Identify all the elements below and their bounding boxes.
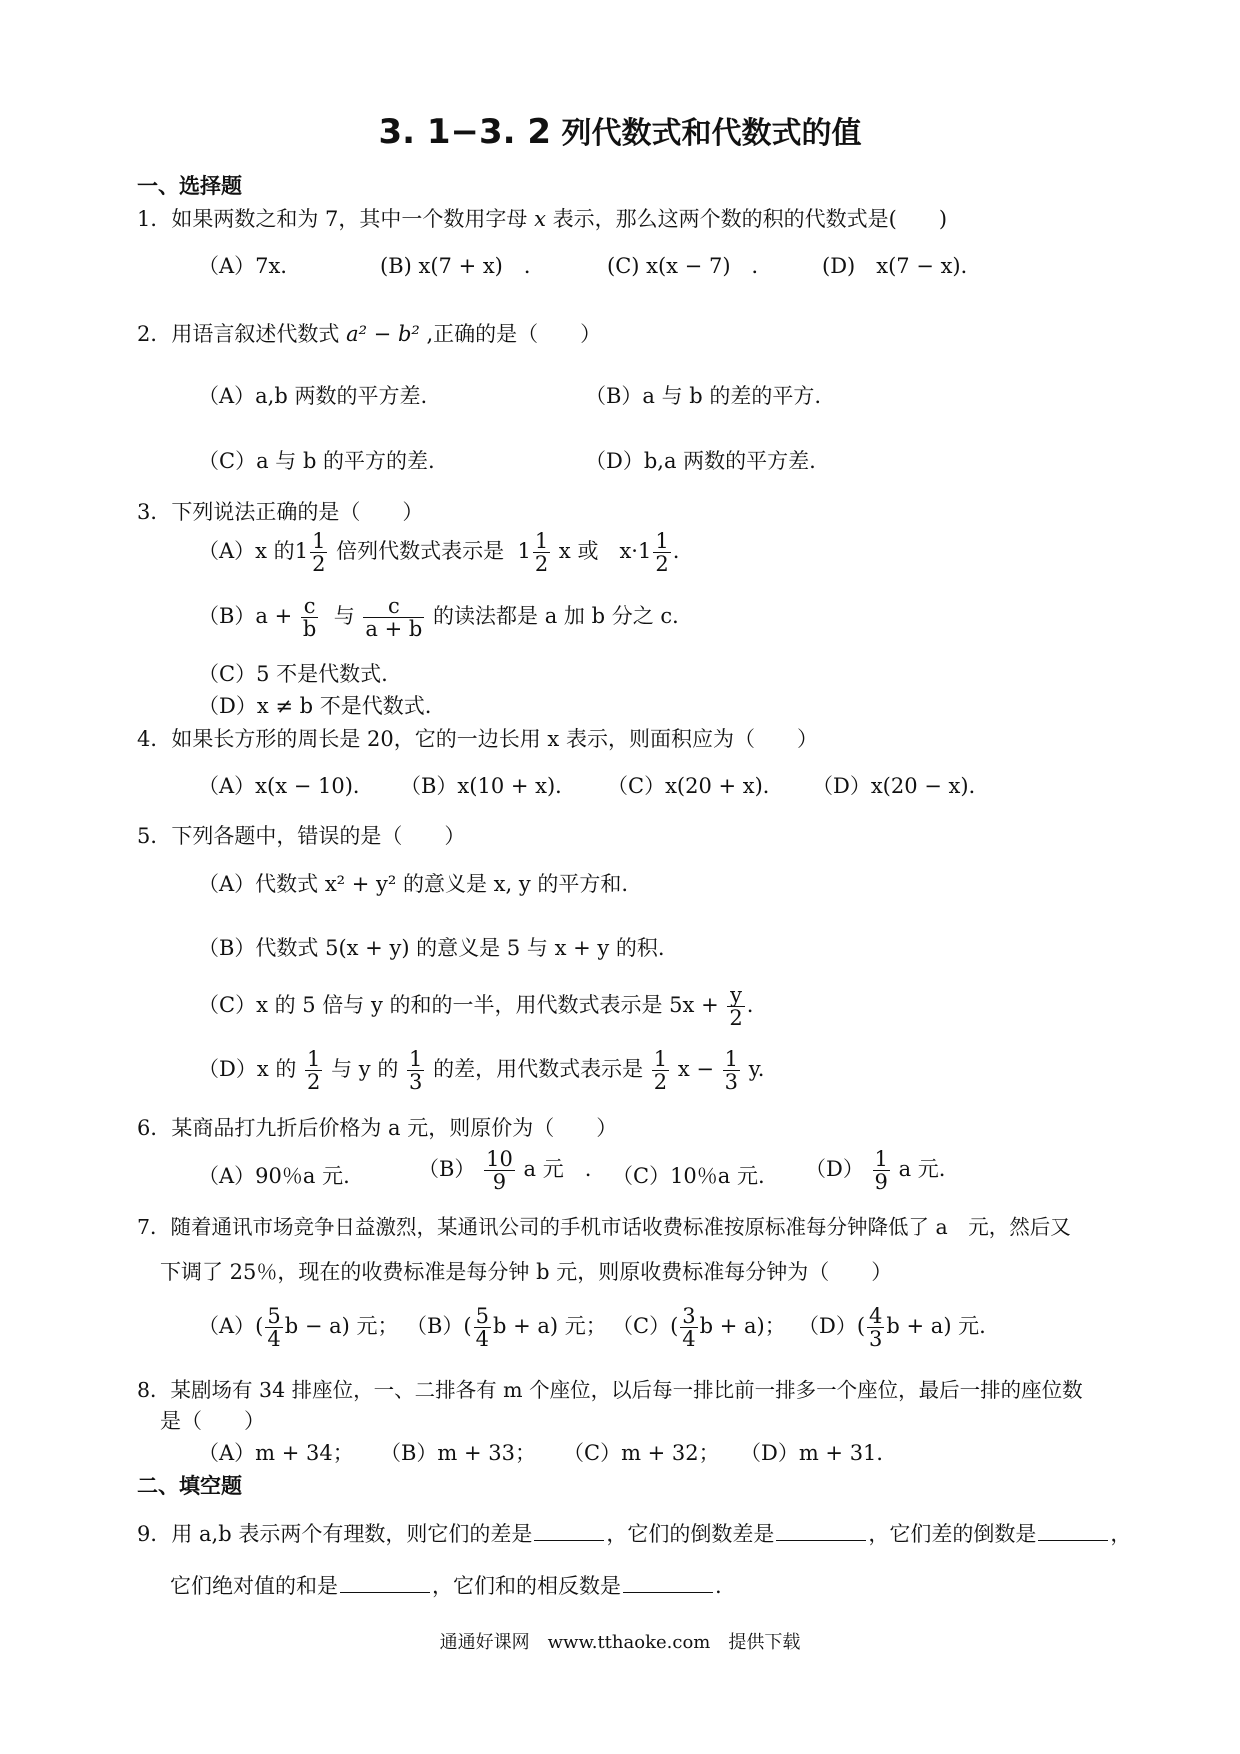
question-4-stem: 4．如果长方形的周长是 20，它的一边长用 x 表示，则面积应为（ ）	[137, 727, 818, 751]
page-title	[0, 108, 1240, 152]
q4-option-b: （B）x(10 + x)．	[400, 774, 577, 798]
q5-option-b: （B）代数式 5(x + y) 的意义是 5 与 x + y 的积.	[198, 936, 665, 960]
q8-option-c: （C）m + 32；	[563, 1441, 720, 1465]
q6-option-d: （D） $\frac{1}{9}$ a 元.	[805, 1147, 946, 1195]
answer-blank[interactable]	[340, 1574, 430, 1593]
q7-option-a: （A）( $\frac{5}{4}$ b − a) 元；	[198, 1304, 399, 1352]
fraction-one-third: $\frac{1}{3}$	[724, 1047, 739, 1095]
q7-option-c: （C）( $\frac{3}{4}$ b + a)；	[612, 1304, 786, 1352]
answer-blank[interactable]	[1038, 1522, 1108, 1541]
question-6-stem: 6．某商品打九折后价格为 a 元，则原价为（ ）	[137, 1116, 618, 1140]
title-text: 列代数式和代数式的值	[561, 116, 862, 151]
q3-option-b: （B）a + $\frac{c}{b}$ 与 $\frac{c}{a + b}$ 的读法都是 a 加 b 分之 c．	[198, 594, 694, 642]
fraction-10-over-9: $\frac{10}{9}$	[486, 1147, 513, 1195]
question-1-stem: 1．如果两数之和为 7，其中一个数用字母 x 表示，那么这两个数的积的代数式是( )	[137, 207, 948, 231]
q2-option-c: （C）a 与 b 的平方的差.	[198, 449, 435, 473]
q1-option-d: (D) x(7 − x)．	[822, 254, 982, 278]
fraction-one-third: $\frac{1}{3}$	[409, 1047, 423, 1095]
q6-option-c: （C）10％a 元.	[612, 1164, 765, 1188]
q6-option-a: （A）90％a 元.	[198, 1164, 350, 1188]
footer-credit: 通通好课网 www.tthaoke.com 提供下载	[439, 1632, 801, 1653]
fraction-one-half: $\frac{1}{2}$	[307, 1047, 321, 1095]
fraction-c-over-b: $\frac{c}{b}$	[302, 594, 317, 642]
q4-option-a: （A）x(x − 10)．	[198, 774, 374, 798]
q5-option-c: （C）x 的 5 倍与 y 的和的一半，用代数式表示是 5x + $\frac{y}{2}$ .	[198, 983, 754, 1031]
fraction-3-over-4: $\frac{3}{4}$	[682, 1304, 696, 1352]
q2-option-a: （A）a,b 两数的平方差.	[198, 384, 428, 408]
q8-option-b: （B）m + 33；	[380, 1441, 537, 1465]
q2-option-b: （B）a 与 b 的差的平方.	[585, 384, 822, 408]
section-heading-choice: 一、选择题	[137, 174, 242, 198]
q3-option-d: （D）x ≠ b 不是代数式.	[198, 694, 432, 718]
fraction-one-half: $\frac{1}{2}$	[653, 1047, 668, 1095]
answer-blank[interactable]	[776, 1522, 866, 1541]
question-7-line-2: 下调了 25％，现在的收费标准是每分钟 b 元，则原收费标准每分钟为（ ）	[160, 1260, 893, 1284]
q7-option-b: （B）( $\frac{5}{4}$ b + a) 元；	[406, 1304, 607, 1352]
fraction-5-over-4: $\frac{5}{4}$	[267, 1304, 281, 1352]
fraction-y-over-2: $\frac{y}{2}$	[729, 983, 743, 1031]
q4-option-d: （D）x(20 − x)．	[812, 774, 990, 798]
question-8-line-2: 是（ ）	[160, 1409, 265, 1433]
section-heading-fill-in: 二、填空题	[137, 1474, 242, 1498]
question-5-stem: 5．下列各题中，错误的是（ ）	[137, 824, 466, 848]
question-9-line-2: 它们绝对值的和是 ，它们和的相反数是 .	[170, 1574, 722, 1598]
q3-option-a: （A）x 的1 $\frac{1}{2}$ 倍列代数式表示是 1 $\frac{1}{2}$ x 或 x·1 $\frac{1}{2}$ .	[198, 529, 680, 577]
answer-blank[interactable]	[534, 1522, 604, 1541]
q1-option-c: (C) x(x − 7) ．	[607, 254, 773, 278]
q4-option-c: （C）x(20 + x)．	[607, 774, 784, 798]
q1-option-a: （A）7x．	[198, 254, 302, 278]
q5-option-a: （A）代数式 x² + y² 的意义是 x, y 的平方和.	[198, 872, 629, 896]
q1-option-b: (B) x(7 + x) ．	[380, 254, 545, 278]
fraction-one-half: $\frac{1}{2}$	[534, 529, 549, 577]
fraction-one-half: $\frac{1}{2}$	[312, 529, 326, 577]
question-7-line-1: 7．随着通讯市场竞争日益激烈，某通讯公司的手机市话收费标准按原标准每分钟降低了 a 元，然后又	[137, 1215, 1071, 1239]
q6-option-b: （B） $\frac{10}{9}$ a 元 .	[418, 1147, 592, 1195]
fraction-c-over-a-plus-b: $\frac{c}{a + b}$	[365, 594, 423, 642]
q8-option-d: （D）m + 31．	[740, 1441, 898, 1465]
fraction-5-over-4: $\frac{5}{4}$	[475, 1304, 489, 1352]
question-8-line-1: 8．某剧场有 34 排座位，一、二排各有 m 个座位，以后每一排比前一排多一个座位，最后一排的座位数	[137, 1378, 1083, 1402]
q5-option-d: （D）x 的 $\frac{1}{2}$ 与 y 的 $\frac{1}{3}$ 的差，用代数式表示是 $\frac{1}{2}$ x − $\frac{1}{3}$ y.	[198, 1047, 765, 1095]
fraction-1-over-9: $\frac{1}{9}$	[874, 1147, 888, 1195]
question-3-stem: 3．下列说法正确的是（ ）	[137, 500, 424, 524]
q2-option-d: （D）b,a 两数的平方差.	[585, 449, 816, 473]
question-9-line-1: 9．用 a,b 表示两个有理数，则它们的差是 ，它们的倒数差是 ，它们差的倒数是 ，	[137, 1522, 1132, 1546]
title-number: 3. 1−3. 2	[378, 112, 552, 152]
fraction-one-half: $\frac{1}{2}$	[655, 529, 669, 577]
fraction-4-over-3: $\frac{4}{3}$	[869, 1304, 883, 1352]
q7-option-d: （D）( $\frac{4}{3}$ b + a) 元.	[798, 1304, 986, 1352]
answer-blank[interactable]	[623, 1574, 713, 1593]
q3-option-c: （C）5 不是代数式.	[198, 662, 388, 686]
q8-option-a: （A）m + 34；	[198, 1441, 354, 1465]
question-2-stem: 2．用语言叙述代数式 a² − b² ,正确的是（ ）	[137, 322, 602, 346]
